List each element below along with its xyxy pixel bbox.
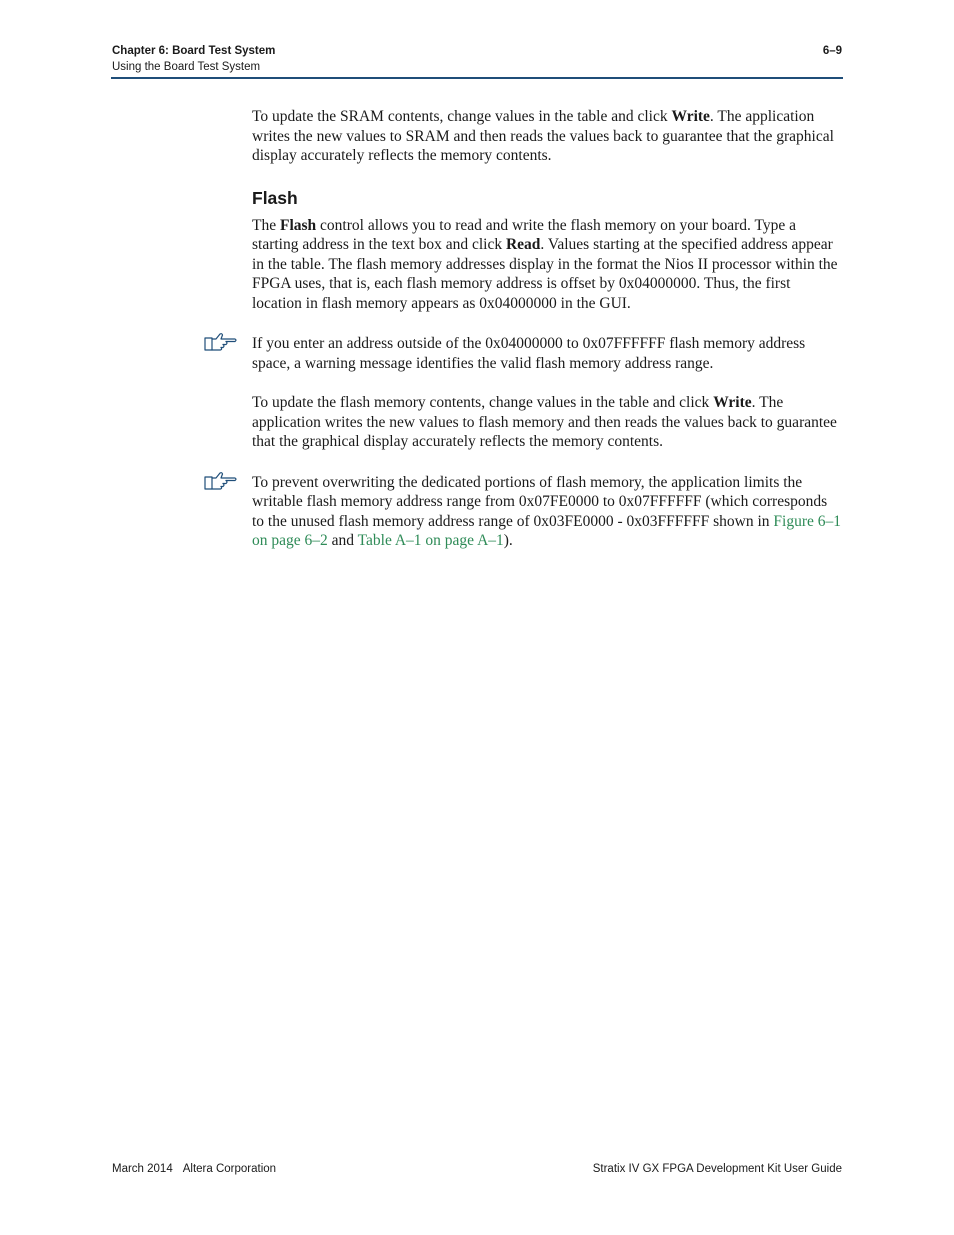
text: To prevent overwriting the dedicated portions of flash memory, the application limits the writable flash memory address range from 0x07FE0000 to 0x07FFFFFF (which corresponds to the unused flash memory address range of 0x03FE0000 - 0x03FFFFFF shown in	[252, 473, 828, 530]
note-text	[252, 473, 842, 551]
link-table-a-1[interactable]: Table A–1 on page A–1	[357, 532, 504, 549]
page-footer	[112, 1161, 842, 1177]
text: . Values starting at the specified address appear in the table. The flash memory addresses display in the format the Nios II processor within the FPGA uses, that is, each flash memory address is offset by 0x04000000. Thus, the first location in flash memory appears as 0x04000000 in the GUI.	[252, 236, 838, 312]
text: . The application writes the new values to flash memory and then reads the values back to guarantee that the graphical display accurately reflects the memory contents.	[252, 394, 837, 450]
header-page-number: 6–9	[822, 45, 842, 57]
footer-doc-title: Stratix IV GX FPGA Development Kit User Guide	[592, 1163, 842, 1175]
text: To update the flash memory contents, change values in the table and click	[252, 394, 714, 411]
footer-date: March 2014	[112, 1163, 173, 1175]
bold-flash: Flash	[279, 216, 317, 234]
text: ).	[503, 532, 513, 549]
section-heading-flash: Flash	[252, 187, 298, 208]
pointing-hand-icon	[204, 332, 238, 352]
note-text: If you enter an address outside of the 0x04000000 to 0x07FFFFFF flash memory address space, a warning message identifies the valid flash memory address range.	[252, 335, 806, 372]
note-writable-range	[252, 473, 842, 551]
page-content	[252, 107, 842, 551]
text: To update the SRAM contents, change values in the table and click	[252, 108, 672, 125]
paragraph-flash-update	[252, 393, 842, 452]
link-figure-6-1[interactable]: Figure 6–1 on page 6–2	[252, 512, 841, 549]
pointing-hand-icon	[204, 471, 238, 491]
header-rule	[111, 77, 843, 79]
bold-read: Read	[505, 236, 541, 253]
bold-write: Write	[671, 108, 710, 125]
text: and	[327, 532, 358, 549]
paragraph-sram-update	[252, 107, 842, 166]
footer-company: Altera Corporation	[182, 1163, 277, 1175]
paragraph-flash-control	[252, 216, 842, 314]
bold-write: Write	[713, 394, 752, 411]
text: control allows you to read and write the flash memory on your board. Type a starting address in the text box and click	[252, 216, 797, 253]
note-address-range	[252, 334, 842, 373]
spacer	[252, 373, 842, 393]
page-header	[112, 43, 842, 75]
header-section: Using the Board Test System	[112, 61, 261, 73]
text: . The application writes the new values to SRAM and then reads the values back to guarantee that the graphical display accurately reflects the memory contents.	[252, 108, 834, 164]
text: The	[252, 216, 280, 234]
header-chapter: Chapter 6: Board Test System	[112, 45, 276, 57]
